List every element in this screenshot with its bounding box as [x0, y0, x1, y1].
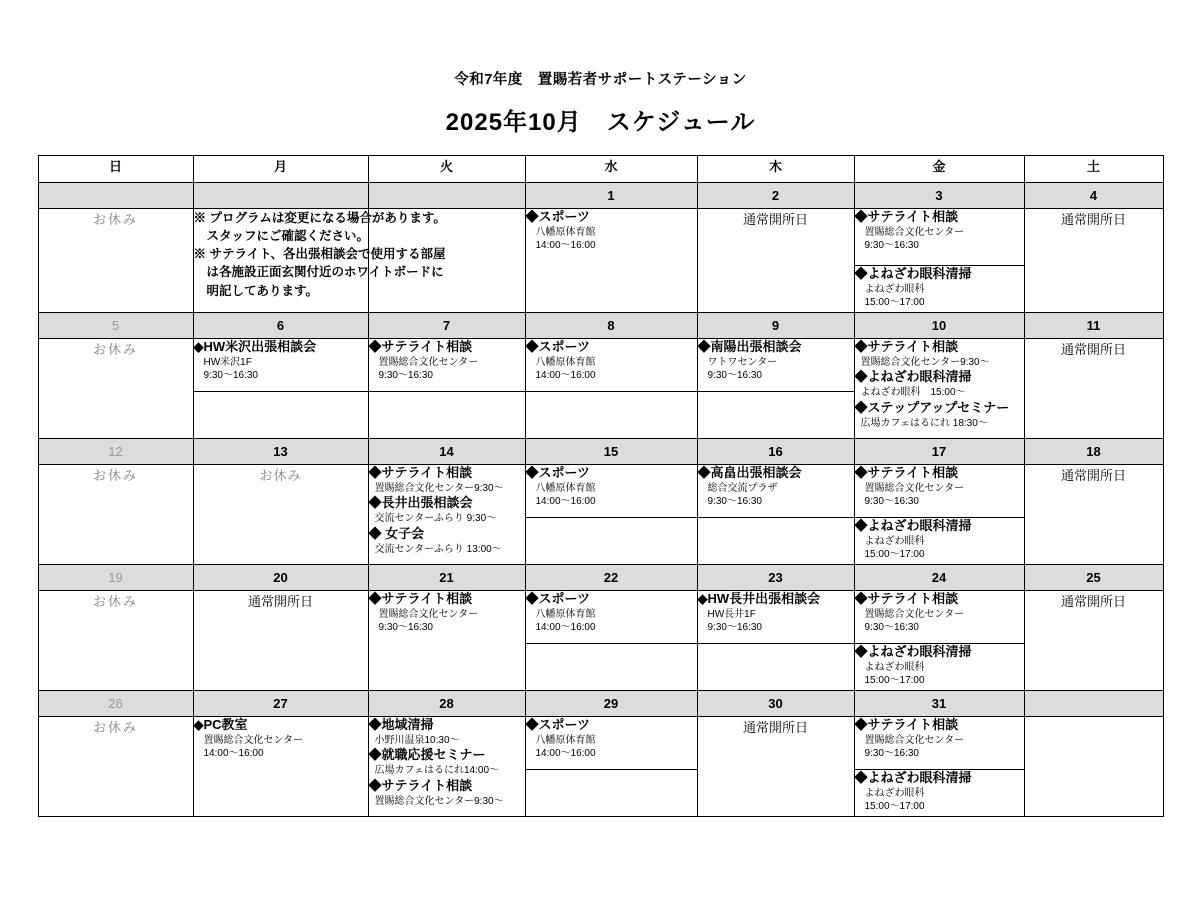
weekday-fri: 金 [854, 156, 1024, 183]
event-time: 9:30〜16:30 [864, 748, 919, 760]
event-cell-oct-23 [697, 591, 854, 644]
date-number-row-3 [38, 439, 1163, 465]
event-cell-oct-14 [368, 465, 525, 565]
date-cell-30: 30 [697, 691, 854, 717]
event-location: よねざわ眼科 [864, 283, 925, 295]
date-number-row-5 [38, 691, 1163, 717]
week-row-5-a [38, 717, 1163, 770]
event-location: 置賜総合文化センター9:30〜 [374, 482, 504, 494]
date-cell-17: 17 [854, 439, 1024, 465]
sunday-closed-5: お休み [38, 717, 193, 817]
event-location: HW米沢1F [203, 356, 252, 368]
event-title: ◆ 女子会 [368, 525, 425, 541]
date-number-row-1 [38, 183, 1163, 209]
event-cell-empty [525, 770, 697, 817]
event-title: ◆よねざわ眼科清掃 [854, 770, 972, 785]
date-cell-10: 10 [854, 313, 1024, 339]
event-title: ◆スポーツ [525, 339, 590, 354]
event-title: ◆よねざわ眼科清掃 [854, 518, 972, 533]
event-cell-oct-18: 通常開所日 [1024, 465, 1163, 565]
event-location: 八幡原体育館 [535, 608, 596, 620]
date-cell-24: 24 [854, 565, 1024, 591]
week-row-2-a [38, 339, 1163, 392]
event-cell-oct-25: 通常開所日 [1024, 591, 1163, 691]
event-title: ◆よねざわ眼科清掃 [854, 644, 972, 659]
event-location: よねざわ眼科 [864, 787, 925, 799]
event-location: よねざわ眼科 [864, 535, 925, 547]
notice-block [193, 209, 446, 313]
event-time: 15:00〜17:00 [864, 297, 925, 309]
date-number-row-4 [38, 565, 1163, 591]
event-time: 9:30〜16:30 [864, 496, 919, 508]
event-cell-oct-27 [193, 717, 368, 817]
event-title: ◆HW米沢出張相談会 [193, 339, 317, 354]
date-cell-7: 7 [368, 313, 525, 339]
event-location: HW長井1F [707, 608, 756, 620]
date-cell-11: 11 [1024, 313, 1163, 339]
event-location: 置賜総合文化センター [864, 734, 965, 746]
event-location: 置賜総合文化センター [864, 226, 965, 238]
event-cell-oct-30: 通常開所日 [697, 717, 854, 817]
event-time: 9:30〜16:30 [707, 496, 762, 508]
event-cell-empty [525, 518, 697, 565]
event-title: ◆スポーツ [525, 717, 590, 732]
event-time: 15:00〜17:00 [864, 549, 925, 561]
event-cell-empty [368, 392, 525, 439]
event-location: 置賜総合文化センター9:30〜 [374, 795, 504, 807]
notice-line-4: は各施設正面玄関付近のホワイトボードに [206, 265, 444, 280]
event-title: ◆サテライト相談 [854, 717, 959, 732]
event-cell-oct-9 [697, 339, 854, 392]
event-title: ◆よねざわ眼科清掃 [854, 266, 972, 281]
event-title: ◆サテライト相談 [368, 777, 473, 793]
date-cell-1: 1 [525, 183, 697, 209]
event-location: 交流センターふらり 13:00〜 [374, 543, 502, 555]
event-location: 置賜総合文化センター [378, 356, 479, 368]
notice-line-2: スタッフにご確認ください。 [206, 229, 370, 244]
event-cell-oct-11: 通常開所日 [1024, 339, 1163, 439]
event-location: 八幡原体育館 [535, 226, 596, 238]
date-cell-18: 18 [1024, 439, 1163, 465]
date-cell-5: 5 [38, 313, 193, 339]
sunday-closed-4: お休み [38, 591, 193, 691]
event-cell-oct-24-second [854, 644, 1024, 691]
event-cell-oct-21 [368, 591, 525, 691]
event-cell-oct-29 [525, 717, 697, 770]
date-cell-empty [193, 183, 368, 209]
event-cell-oct-17 [854, 465, 1024, 518]
event-time: 9:30〜16:30 [707, 622, 762, 634]
sunday-closed-1: お休み [38, 209, 193, 313]
date-cell-25: 25 [1024, 565, 1163, 591]
event-time: 15:00〜17:00 [864, 675, 925, 687]
event-title: ◆南陽出張相談会 [697, 339, 802, 354]
weekday-header-row [38, 156, 1163, 183]
event-location: 八幡原体育館 [535, 356, 596, 368]
date-cell-26: 26 [38, 691, 193, 717]
event-title: ◆サテライト相談 [854, 591, 959, 606]
event-cell-oct-20: 通常開所日 [193, 591, 368, 691]
date-cell-empty [368, 183, 525, 209]
calendar-table [38, 155, 1164, 817]
event-title: ◆サテライト相談 [854, 465, 959, 480]
event-title: ◆就職応援セミナー [368, 747, 486, 763]
notice-line-3: ※ サテライト、各出張相談会で使用する部屋 [193, 247, 446, 262]
week-row-3-a [38, 465, 1163, 518]
date-cell-29: 29 [525, 691, 697, 717]
date-cell-3: 3 [854, 183, 1024, 209]
event-title: ◆サテライト相談 [368, 465, 473, 480]
date-cell-22: 22 [525, 565, 697, 591]
week-row-1-a [38, 209, 1163, 266]
event-time: 14:00〜16:00 [535, 240, 596, 252]
event-location: ワトワセンター [707, 356, 778, 368]
event-cell-empty [697, 644, 854, 691]
date-cell-21: 21 [368, 565, 525, 591]
event-cell-oct-3-second [854, 266, 1024, 313]
date-number-row-2 [38, 313, 1163, 339]
event-location: 広場カフェはるにれ14:00〜 [374, 765, 500, 777]
date-cell-16: 16 [697, 439, 854, 465]
page-title: 2025年10月 スケジュール [445, 109, 756, 136]
date-cell-23: 23 [697, 565, 854, 591]
event-title: ◆地域清掃 [368, 717, 434, 732]
date-cell-14: 14 [368, 439, 525, 465]
event-cell-oct-31-second [854, 770, 1024, 817]
notice-line-5: 明記してあります。 [206, 283, 319, 298]
date-cell-6: 6 [193, 313, 368, 339]
event-cell-oct-13: お休み [193, 465, 368, 565]
event-time: 14:00〜16:00 [535, 496, 596, 508]
event-time: 14:00〜16:00 [203, 748, 264, 760]
event-location: 八幡原体育館 [535, 482, 596, 494]
date-cell-28: 28 [368, 691, 525, 717]
event-title: ◆HW長井出張相談会 [697, 591, 821, 606]
weekday-tue: 火 [368, 156, 525, 183]
event-time: 9:30〜16:30 [864, 622, 919, 634]
event-cell-empty [697, 392, 854, 439]
event-location: 置賜総合文化センター [864, 482, 965, 494]
date-cell-8: 8 [525, 313, 697, 339]
event-location: 置賜総合文化センター [203, 734, 304, 746]
event-time: 9:30〜16:30 [203, 370, 258, 382]
sunday-closed-2: お休み [38, 339, 193, 439]
event-cell-oct-22 [525, 591, 697, 644]
event-title: ◆スポーツ [525, 465, 590, 480]
event-title: ◆高畠出張相談会 [697, 465, 802, 480]
event-title: ◆よねざわ眼科清掃 [854, 369, 972, 385]
sunday-closed-3: お休み [38, 465, 193, 565]
weekday-sun: 日 [38, 156, 193, 183]
event-cell-oct-4: 通常開所日 [1024, 209, 1163, 313]
notice-line-1: ※ プログラムは変更になる場合があります。 [193, 211, 446, 225]
event-cell-oct-16 [697, 465, 854, 518]
event-cell-oct-3 [854, 209, 1024, 266]
event-cell-empty [525, 644, 697, 691]
event-time: 15:00〜17:00 [864, 801, 925, 813]
weekday-thu: 木 [697, 156, 854, 183]
date-cell-15: 15 [525, 439, 697, 465]
weekday-wed: 水 [525, 156, 697, 183]
event-cell-oct-1 [525, 209, 697, 313]
event-location: 置賜総合文化センター [864, 608, 965, 620]
event-cell-oct-2: 通常開所日 [697, 209, 854, 313]
event-location: 交流センターふらり 9:30〜 [374, 513, 497, 525]
event-time: 14:00〜16:00 [535, 748, 596, 760]
event-title: ◆サテライト相談 [368, 339, 473, 354]
event-cell-oct-15 [525, 465, 697, 518]
event-time: 9:30〜16:30 [378, 370, 433, 382]
event-title: ◆サテライト相談 [368, 591, 473, 606]
event-cell-empty [1024, 717, 1163, 817]
event-cell-oct-10 [854, 339, 1024, 439]
date-cell-31: 31 [854, 691, 1024, 717]
date-cell-2: 2 [697, 183, 854, 209]
event-location: 広場カフェはるにれ 18:30〜 [860, 417, 988, 429]
date-cell-empty [1024, 691, 1163, 717]
page-subtitle: 令和7年度 置賜若者サポートステーション [454, 72, 747, 88]
event-time: 9:30〜16:30 [378, 622, 433, 634]
event-time: 14:00〜16:00 [535, 622, 596, 634]
event-cell-oct-17-second [854, 518, 1024, 565]
event-title: ◆ステップアップセミナー [854, 399, 1010, 415]
weekday-sat: 土 [1024, 156, 1163, 183]
event-title: ◆長井出張相談会 [368, 495, 473, 511]
event-location: 置賜総合文化センター [378, 608, 479, 620]
date-cell-19: 19 [38, 565, 193, 591]
event-location: よねざわ眼科 15:00〜 [860, 387, 966, 399]
event-title: ◆PC教室 [193, 717, 248, 732]
date-cell-9: 9 [697, 313, 854, 339]
event-location: 小野川温泉10:30〜 [374, 734, 460, 746]
event-time: 9:30〜16:30 [864, 240, 919, 252]
event-cell-oct-31 [854, 717, 1024, 770]
date-cell-12: 12 [38, 439, 193, 465]
event-location: 八幡原体育館 [535, 734, 596, 746]
event-title: ◆スポーツ [525, 209, 590, 224]
date-cell-13: 13 [193, 439, 368, 465]
event-location: よねざわ眼科 [864, 661, 925, 673]
weekday-mon: 月 [193, 156, 368, 183]
date-cell-empty [38, 183, 193, 209]
date-cell-27: 27 [193, 691, 368, 717]
event-time: 14:00〜16:00 [535, 370, 596, 382]
schedule-page [0, 68, 1201, 915]
event-cell-oct-28 [368, 717, 525, 817]
event-title: ◆サテライト相談 [854, 209, 959, 224]
event-time: 9:30〜16:30 [707, 370, 762, 382]
date-cell-20: 20 [193, 565, 368, 591]
event-location: 総合交流プラザ [707, 482, 778, 494]
event-title: ◆サテライト相談 [854, 339, 959, 354]
event-cell-oct-6 [193, 339, 368, 392]
event-location: 置賜総合文化センター9:30〜 [860, 356, 990, 368]
date-cell-4: 4 [1024, 183, 1163, 209]
event-cell-oct-7 [368, 339, 525, 392]
event-cell-empty [525, 392, 697, 439]
event-cell-oct-8 [525, 339, 697, 392]
event-title: ◆スポーツ [525, 591, 590, 606]
event-cell-oct-24 [854, 591, 1024, 644]
event-cell-empty [193, 392, 368, 439]
week-row-4-a [38, 591, 1163, 644]
event-cell-empty [697, 518, 854, 565]
